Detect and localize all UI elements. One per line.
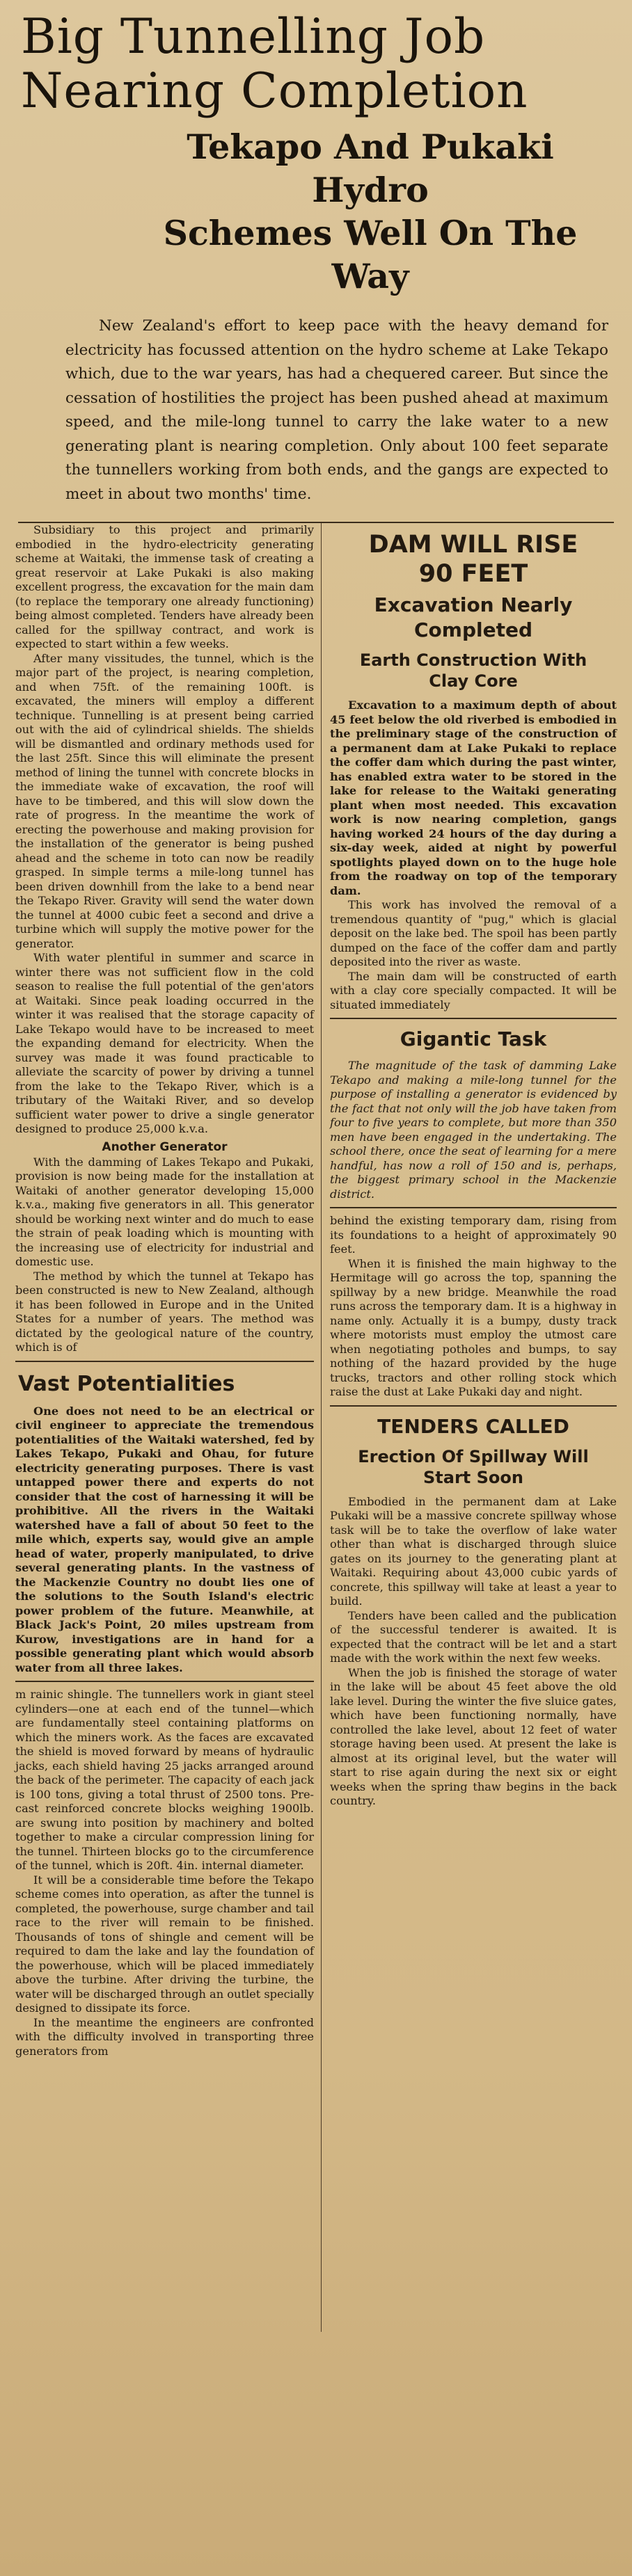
left-paragraph-3: With water plentiful in summer and scarce in winter there was not sufficient flow in the cold season to realise the full potential of the gen'ators at Waitaki. Since peak loading occurred in the winter it was realised that the storage capacity of Lake Tekapo would have to be increased to meet the expanding demand for electricity. When the survey was made it was found practicable to alleviate the scarcity of power by driving a tunnel from the lake to the Tekapo River, which is a tributary of the Waitaki River, and so develop sufficient water power to drive a single generator designed to produce 25,000 k.v.a. <box>15 951 314 1135</box>
headline-line-1: Big Tunnelling Job <box>21 9 486 65</box>
gigantic-task-title: Gigantic Task <box>400 1027 547 1050</box>
dam-subheadline-2 <box>330 650 617 691</box>
dam-headline-line-2: 90 FEET <box>418 560 528 588</box>
another-generator-title: Another Generator <box>102 1139 228 1154</box>
dam-paragraph-3: The main dam will be constructed of earth with a clay core specially compacted. It will be situated immediately <box>330 969 617 1011</box>
dam-headline <box>330 530 617 589</box>
dam-subheadline-1-line-1: Excavation Nearly <box>374 593 573 616</box>
subheadline <box>127 125 614 298</box>
intro-paragraph: New Zealand's effort to keep pace with the heavy demand for electricity has focussed attention on the hydro scheme at Lake Tekapo which, due to the war years, has had a chequered career. But since the cessation of hostilities the project has been pushed ahead at maximum speed, and the mile-long tunnel to carry the lake water to a new generating plant is nearing completion. Only about 100 feet separate the tunnellers working from both ends, and the gangs are expected to meet in about two months' time. <box>65 317 608 503</box>
tenders-subheadline <box>330 1446 617 1488</box>
left-paragraph-4: With the damming of Lakes Tekapo and Pukaki, provision is now being made for the installation at Waitaki of another generator developing 15,000 k.v.a., making five generators in all. This generator should be working next winter and do much to ease the strain of peak loading which is mounting with the increasing use of electricity for industrial and domestic use. <box>15 1155 314 1268</box>
tenders-paragraph-3: When the job is finished the storage of water in the lake will be about 45 feet above the old lake level. During the winter the five sluice gates, which have been functioning normally, have controlled the lake level, about 12 feet of water storage having been used. At present the lake is almost at its original level, but the water will start to rise again during the next six or eight weeks when the spring thaw begins in the back country. <box>330 1665 617 1807</box>
gigantic-task-body: The magnitude of the task of damming Lake Tekapo and making a mile-long tunnel for the purpose of installing a generator is evidenced by the fact that not only will the job have taken from four to five years to complete, but more than 350 men have been engaged in the undertaking. The school there, once the seat of learning for a mere handful, has now a roll of 150 and is, perhaps, the biggest primary school in the Mackenzie district. <box>330 1059 617 1201</box>
left-paragraph-6: m rainic shingle. The tunnellers work in giant steel cylinders—one at each end of the tunnel—which are fundamentally steel containing platforms on which the miners work. As the faces are excavated the shield is moved forward by means of hydraulic jacks, each shield having 25 jacks arranged around the back of the perimeter. The capacity of each jack is 100 tons, giving a total thrust of 2500 tons. Pre-cast reinforced concrete blocks weighing 1900lb. are swung into position by machinery and bolted together to make a circular compression lining for the tunnel. Thirteen blocks go to the circumference of the tunnel, which is 20ft. 4in. internal diameter. <box>15 1688 314 1872</box>
tenders-paragraph-2: Tenders have been called and the publication of the successful tenderer is awaited. It is expected that the contract will be let and a start made with the work within the next few weeks. <box>330 1608 617 1665</box>
vast-potentialities-title: Vast Potentialities <box>18 1371 235 1396</box>
dam-subheadline-2-line-1: Earth Construction With <box>359 650 587 670</box>
left-column <box>15 523 322 2332</box>
dam-paragraph-5: When it is finished the main highway to the Hermitage will go across the top, spanning the spillway by a new bridge. Meanwhile the road runs across the temporary dam. It is a highway in name only. Actually it is a bumpy, dusty track where motorists must employ the utmost care when negotiating potholes and bumps, to say nothing of the hazard provided by the huge trucks, tractors and other rolling stock which raise the dust at Lake Pukaki day and night. <box>330 1256 617 1398</box>
left-paragraph-7: It will be a considerable time before the Tekapo scheme comes into operation, as after the tunnel is completed, the powerhouse, surge chamber and tail race to the river will remain to be finished. Thousands of tons of shingle and cement will be required to dam the lake and lay the foundation of the powerhouse, which will be placed immediately above the turbine. After driving the turbine, the water will be discharged through an outlet specially designed to dissipate its force. <box>15 1873 314 2015</box>
left-paragraph-5: The method by which the tunnel at Tekapo has been constructed is new to New Zealand, although it has been followed in Europe and in the United States for a number of years. The method was dictated by the geological nature of the country, which is of <box>15 1269 314 1354</box>
dam-subheadline-1-line-2: Completed <box>413 618 532 641</box>
left-paragraph-1: Subsidiary to this project and primarily embodied in the hydro-electricity generating scheme at Waitaki, the immense task of creating a great reservoir at Lake Pukaki is also making excellent progress, the excavation for the main dam (to replace the temporary one already functioning) being almost completed. Tenders have already been called for the spillway contract, and work is expected to start within a few weeks. <box>15 523 314 650</box>
dam-headline-line-1: DAM WILL RISE <box>368 531 578 559</box>
subheadline-line-1: Tekapo And Pukaki Hydro <box>187 127 554 210</box>
article-columns <box>15 523 617 2332</box>
tenders-subheadline-line-1: Erection Of Spillway Will <box>358 1446 589 1466</box>
vast-potentialities-bottom-rule <box>15 1681 314 1682</box>
subheadline-line-2: Schemes Well On The Way <box>163 213 578 296</box>
right-column <box>322 523 617 2332</box>
dam-paragraph-1: Excavation to a maximum depth of about 45 feet below the old riverbed is embodied in the preliminary stage of the construction of a permanent dam at Lake Pukaki to replace the coffer dam which during the past winter, has enabled extra water to be stored in the lake for release to the Waitaki generating plant when most needed. This excavation work is now nearing completion, gangs having worked 24 hours of the day during a six-day week, aided at night by powerful spotlights played down on to the huge hole from the roadway on top of the temporary dam. <box>330 698 617 897</box>
left-paragraph-2: After many vissitudes, the tunnel, which is the major part of the project, is nearing completion, and when 75ft. of the remaining 100ft. is excavated, the miners will employ a different technique. Tunnelling is at present being carried out with the aid of cylindrical shields. The shields will be dismantled and ordinary methods used for the last 25ft. Since this will eliminate the present method of lining the tunnel with concrete blocks in the immediate wake of excavation, the roof will have to be timbered, and this will slow down the rate of progress. In the meantime the work of erecting the powerhouse and making provision for the installation of the generator is being pushed ahead and the scheme in toto can now be readily grasped. In simple terms a mile-long tunnel has been driven downhill from the lake to a bend near the Tekapo River. Gravity will send the water down the tunnel at 4000 cubic feet a second and drive a turbine which will supply the motive power for the generator. <box>15 651 314 950</box>
headline <box>21 10 617 118</box>
vast-potentialities-body: One does not need to be an electrical or civil engineer to appreciate the tremendous potentialities of the Waitaki watershed, fed by Lakes Tekapo, Pukaki and Ohau, for future electricity generating purposes. There is vast untapped power there and experts do not consider that the cost of harnessing it will be prohibitive. All the rivers in the Waitaki watershed have a fall of about 50 feet to the mile which, experts say, would give an ample head of water, properly manipulated, to drive several generating plants. In the vastness of the Mackenzie Country no doubt lies one of the solutions to the South Island's electric power problem of the future. Meanwhile, at Black Jack's Point, 20 miles upstream from Kurow, investigations are in hand for a possible generating plant which would absorb water from all three lakes. <box>15 1404 314 1674</box>
tenders-paragraph-1: Embodied in the permanent dam at Lake Pukaki will be a massive concrete spillway whose task will be to take the overflow of lake water other than what is discharged through sluice gates on its journey to the generating plant at Waitaki. Requiring about 43,000 cubic yards of concrete, this spillway will take at least a year to build. <box>330 1494 617 1608</box>
gigantic-task-top-rule <box>330 1018 617 1019</box>
tenders-subheadline-line-2: Start Soon <box>423 1467 523 1487</box>
headline-line-2: Nearing Completion <box>21 63 528 119</box>
tenders-title: TENDERS CALLED <box>377 1414 569 1438</box>
vast-potentialities-top-rule <box>15 1361 314 1362</box>
dam-paragraph-4: behind the existing temporary dam, rising from its foundations to a height of approximately 90 feet. <box>330 1214 617 1256</box>
dam-subheadline-2-line-2: Clay Core <box>429 671 518 691</box>
dam-paragraph-2: This work has involved the removal of a tremendous quantity of "pug," which is glacial deposit on the lake bed. The spoil has been partly dumped on the face of the coffer dam and partly deposited into the river as waste. <box>330 898 617 968</box>
gigantic-task-bottom-rule <box>330 1207 617 1208</box>
tenders-top-rule <box>330 1405 617 1407</box>
dam-subheadline-1 <box>330 593 617 643</box>
left-paragraph-8: In the meantime the engineers are confronted with the difficulty involved in transporting three generators from <box>15 2015 314 2058</box>
